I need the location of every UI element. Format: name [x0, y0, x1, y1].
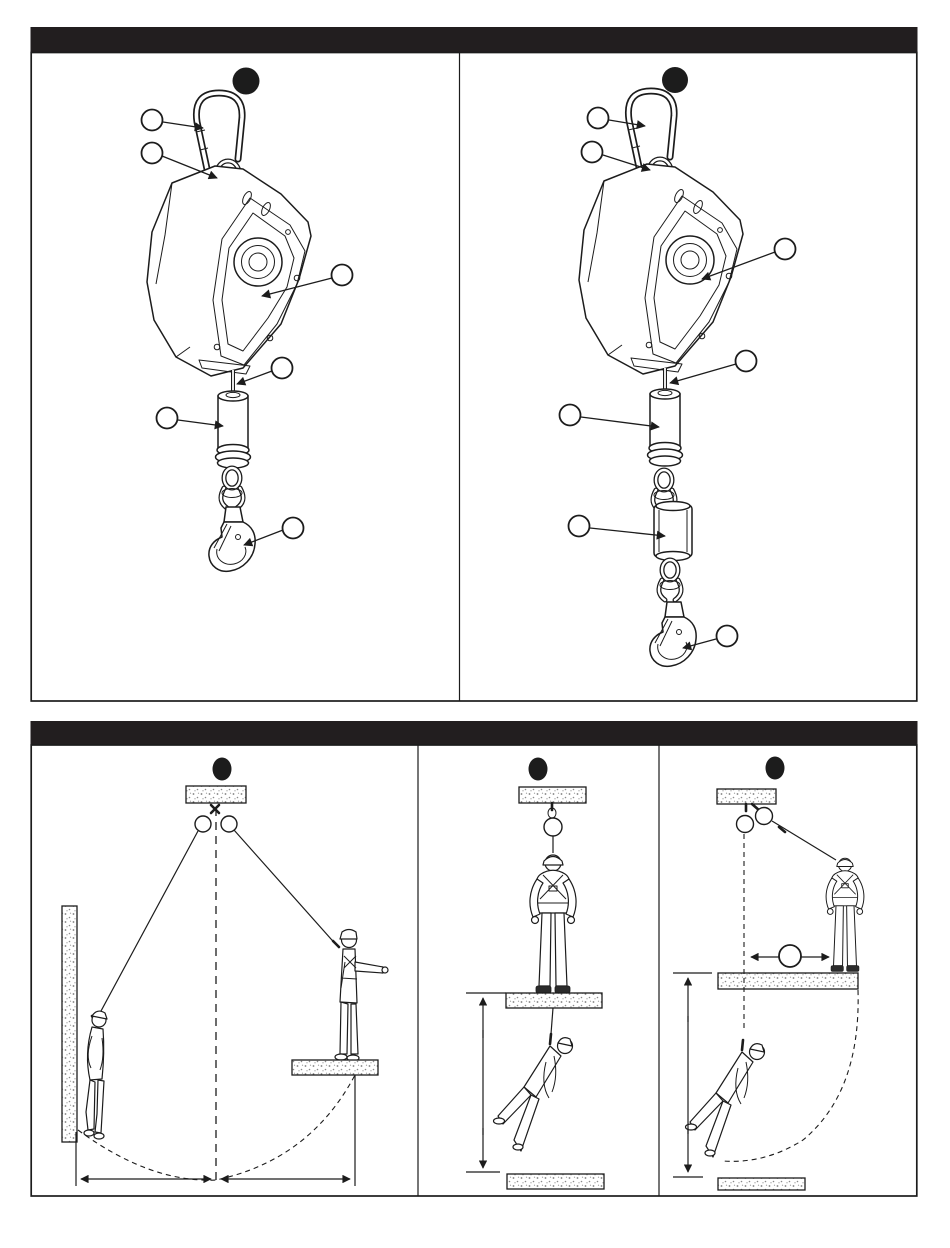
- lifeline-to-standing-worker: [234, 830, 339, 948]
- callout-circle: [717, 626, 738, 647]
- panel-srl-standard: [142, 68, 353, 572]
- worker-standing: [530, 855, 576, 993]
- srl-at-anchor: [756, 808, 773, 825]
- panel-marker-icon: [766, 757, 785, 780]
- panel-marker-icon: [233, 68, 260, 95]
- swivel-link: [221, 468, 243, 508]
- worker-fallen: [686, 1040, 765, 1157]
- callout-circle: [736, 351, 757, 372]
- wall: [62, 906, 77, 1142]
- panel-marker-icon: [529, 758, 548, 781]
- snap-hook-mark: [333, 941, 339, 947]
- lifeline-below-platform: [551, 1008, 553, 1034]
- top-figure-border: [31, 53, 917, 702]
- callout: [157, 408, 224, 429]
- callout-circle: [588, 108, 609, 129]
- callout-circle: [779, 945, 801, 967]
- lifeline-to-worker: [772, 821, 836, 860]
- lifeline-to-fallen-worker: [94, 831, 198, 1024]
- worker-fallen: [494, 1034, 573, 1151]
- callout: [588, 108, 646, 129]
- callout-circle: [283, 518, 304, 539]
- bottom-figure-header-bar: [31, 721, 918, 745]
- worker-standing-on-platform: [335, 930, 388, 1062]
- panel-swing-fall-clearance: [673, 757, 864, 1191]
- panel-fall-clearance: [466, 758, 604, 1190]
- panel-swing-fall-hazard: [62, 758, 388, 1187]
- callout-circle: [332, 265, 353, 286]
- callout: [569, 516, 666, 537]
- srl-at-anchor: [544, 818, 562, 836]
- work-platform: [718, 973, 858, 989]
- snap-hook: [650, 602, 696, 666]
- snap-hook: [209, 507, 255, 571]
- bottom-figure-border: [31, 745, 917, 1196]
- srl-at-anchor: [737, 816, 754, 833]
- worker-standing: [826, 858, 864, 971]
- panel-marker-icon: [662, 67, 688, 93]
- callout-circle: [775, 239, 796, 260]
- callout-circle: [157, 408, 178, 429]
- anchor-beam: [519, 787, 586, 803]
- horizontal-offset-dimension: [751, 945, 829, 967]
- panel-srl-energy-absorber: [560, 67, 796, 666]
- anchor-beam: [186, 786, 246, 803]
- callout-circle: [582, 142, 603, 163]
- anchor-connector: [211, 805, 219, 813]
- callout-circle: [560, 405, 581, 426]
- lower-level: [507, 1174, 604, 1189]
- callout-circle: [142, 110, 163, 131]
- work-platform: [506, 993, 602, 1008]
- swivel-link: [659, 560, 681, 600]
- callout-circle: [569, 516, 590, 537]
- callout-circle: [272, 358, 293, 379]
- top-figure: [31, 27, 918, 701]
- energy-absorber: [654, 502, 692, 561]
- top-figure-header-bar: [31, 27, 918, 52]
- lower-level: [718, 1178, 805, 1190]
- callout: [560, 405, 660, 428]
- work-platform: [292, 1060, 378, 1075]
- srl-at-anchor: [221, 816, 237, 832]
- panel-marker-icon: [213, 758, 232, 781]
- srl-at-anchor: [195, 816, 211, 832]
- worker-swung-into-wall: [84, 1011, 107, 1139]
- srl-device: [579, 91, 743, 466]
- callout-circle: [142, 143, 163, 164]
- anchor-beam: [717, 789, 776, 804]
- bottom-figure: [31, 721, 918, 1196]
